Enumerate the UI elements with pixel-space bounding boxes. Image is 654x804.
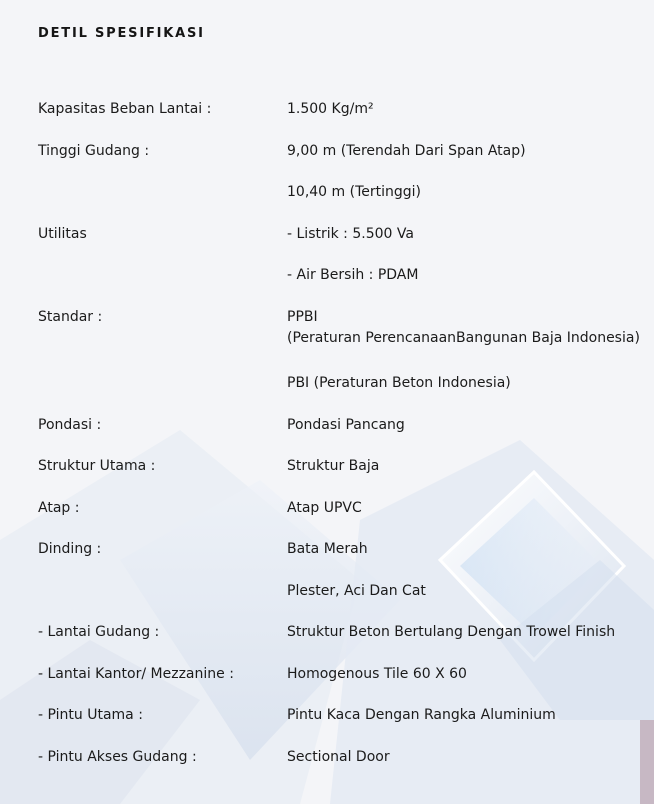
spec-value: - Listrik : 5.500 Va	[287, 226, 414, 242]
spec-label: Struktur Utama :	[38, 458, 156, 474]
spec-label: Dinding :	[38, 541, 102, 557]
spec-label: Utilitas	[38, 226, 87, 242]
spec-value: Struktur Baja	[287, 458, 380, 474]
section-heading: DETIL SPESIFIKASI	[38, 26, 205, 41]
spec-value: Struktur Beton Bertulang Dengan Trowel Finish	[287, 624, 616, 640]
spec-value: Pondasi Pancang	[287, 417, 405, 433]
spec-value: 1.500 Kg/m²	[287, 101, 374, 117]
spec-value-line: PPBI	[287, 309, 318, 325]
spec-value-line: (Peraturan PerencanaanBangunan Baja Indonesia)	[287, 330, 640, 346]
spec-value: Atap UPVC	[287, 500, 362, 516]
spec-label: - Lantai Gudang :	[38, 624, 160, 640]
spec-label: - Lantai Kantor/ Mezzanine :	[38, 666, 234, 682]
spec-label: Standar :	[38, 309, 103, 325]
spec-value: PBI (Peraturan Beton Indonesia)	[287, 375, 511, 391]
spec-label: - Pintu Akses Gudang :	[38, 749, 197, 765]
spec-value: Homogenous Tile 60 X 60	[287, 666, 467, 682]
spec-label: Atap :	[38, 500, 80, 516]
spec-value-multiline	[287, 307, 640, 349]
spec-value: 9,00 m (Terendah Dari Span Atap)	[287, 143, 526, 159]
spec-label: Tinggi Gudang :	[38, 143, 150, 159]
spec-value: Pintu Kaca Dengan Rangka Aluminium	[287, 707, 556, 723]
spec-value: Plester, Aci Dan Cat	[287, 583, 426, 599]
spec-label: Kapasitas Beban Lantai :	[38, 101, 212, 117]
spec-label: - Pintu Utama :	[38, 707, 143, 723]
spec-value: 10,40 m (Tertinggi)	[287, 184, 421, 200]
spec-value: - Air Bersih : PDAM	[287, 267, 419, 283]
spec-value: Sectional Door	[287, 749, 390, 765]
spec-label: Pondasi :	[38, 417, 102, 433]
spec-value: Bata Merah	[287, 541, 368, 557]
